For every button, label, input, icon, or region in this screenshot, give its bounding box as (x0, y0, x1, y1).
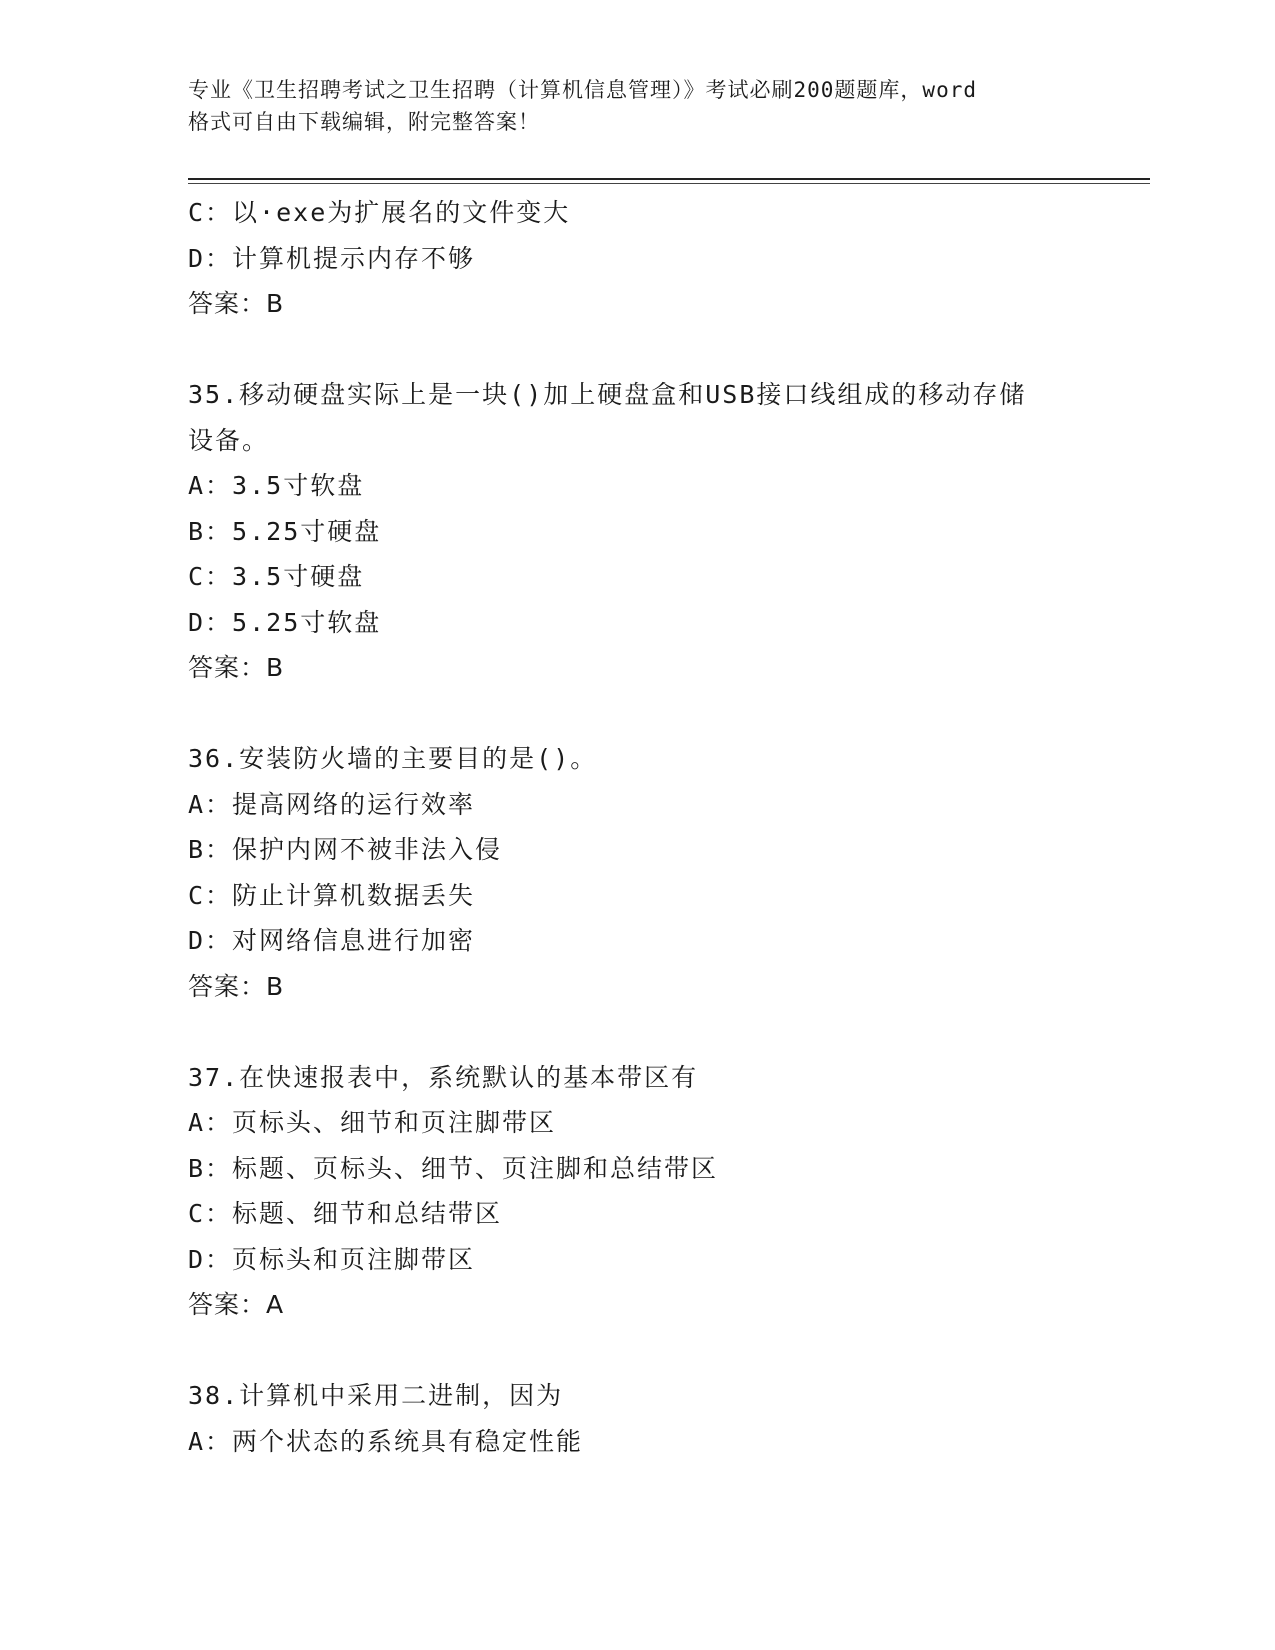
option-a: A：提高网络的运行效率 (188, 789, 476, 819)
answer-label: 答案：B (188, 289, 285, 318)
question-stem: 36.安装防火墙的主要目的是()。 (188, 744, 598, 773)
option-a: A：两个状态的系统具有稳定性能 (188, 1426, 584, 1456)
question-stem-line-2: 设备。 (188, 425, 270, 455)
option-b: B：5.25寸硬盘 (188, 516, 382, 546)
option-c: C：以·exe为扩展名的文件变大 (188, 198, 571, 227)
question-block-previous (188, 190, 1118, 327)
header-line-1: 专业《卫生招聘考试之卫生招聘（计算机信息管理）》考试必刷200题题库，word (188, 78, 977, 102)
header-line-2: 格式可自由下载编辑，附完整答案！ (188, 110, 540, 134)
option-c: C：标题、细节和总结带区 (188, 1199, 503, 1228)
answer-label: 答案：B (188, 971, 285, 1001)
question-block-35 (188, 372, 1118, 691)
option-b: B：保护内网不被非法入侵 (188, 835, 503, 864)
option-d: D：对网络信息进行加密 (188, 926, 476, 955)
question-stem: 38.计算机中采用二进制，因为 (188, 1381, 564, 1410)
question-stem: 37.在快速报表中，系统默认的基本带区有 (188, 1062, 699, 1092)
question-block-36 (188, 736, 1118, 1009)
option-d: D：计算机提示内存不够 (188, 243, 476, 273)
spacer (188, 691, 1118, 737)
option-c: C：3.5寸硬盘 (188, 562, 365, 591)
option-c: C：防止计算机数据丢失 (188, 880, 476, 910)
question-block-38 (188, 1373, 1118, 1464)
document-header (188, 74, 1088, 138)
option-b: B：标题、页标头、细节、页注脚和总结带区 (188, 1153, 719, 1183)
header-divider-thin (188, 183, 1150, 184)
header-divider-thick (188, 178, 1150, 180)
option-a: A：3.5寸软盘 (188, 471, 365, 500)
spacer (188, 1009, 1118, 1055)
question-block-37 (188, 1055, 1118, 1328)
question-list (188, 190, 1118, 1464)
option-a: A：页标头、细节和页注脚带区 (188, 1108, 557, 1137)
answer-label: 答案：A (188, 1290, 285, 1319)
spacer (188, 1328, 1118, 1374)
option-d: D：5.25寸软盘 (188, 607, 382, 637)
option-d: D：页标头和页注脚带区 (188, 1244, 476, 1274)
spacer (188, 327, 1118, 373)
answer-label: 答案：B (188, 653, 285, 682)
question-stem-line-1: 35.移动硬盘实际上是一块()加上硬盘盒和USB接口线组成的移动存储 (188, 380, 1027, 409)
